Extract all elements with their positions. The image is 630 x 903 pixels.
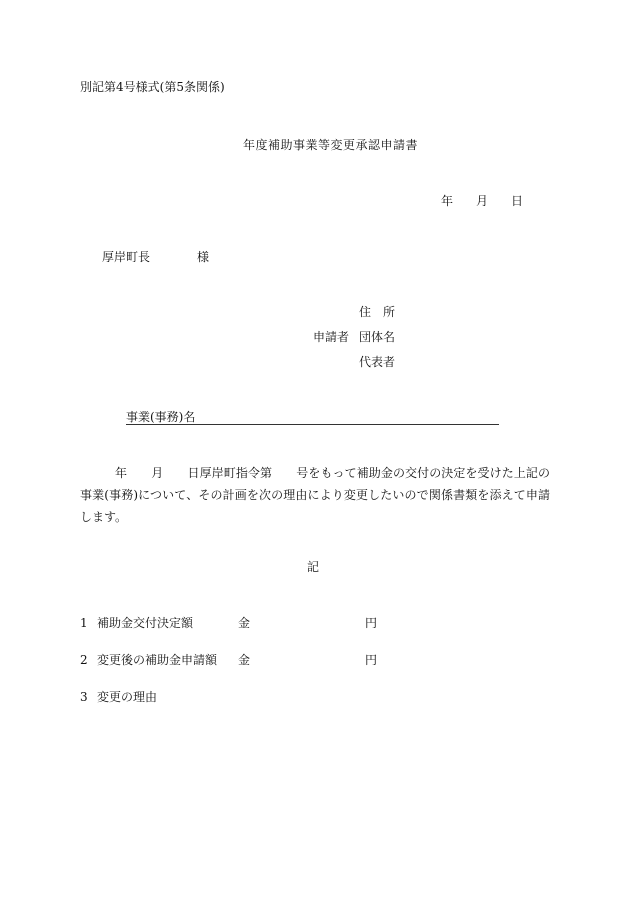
item-number: 2 <box>80 653 88 667</box>
item-currency-label: 金 <box>238 616 251 630</box>
item-label: 変更後の補助金申請額 <box>97 653 218 667</box>
item-unit: 円 <box>365 616 378 630</box>
address-label: 住 所 <box>359 305 396 319</box>
date-month: 月 <box>476 194 489 208</box>
project-name-label: 事業(事務)名 <box>126 410 196 424</box>
item-currency-label: 金 <box>238 653 251 667</box>
item-label: 補助金交付決定額 <box>97 616 194 630</box>
body-paragraph: 年 月 日厚岸町指令第 号をもって補助金の交付の決定を受けた上記の事業(事務)について、その計画を次の理由により変更したいので関係書類を添えて申請します。 <box>80 466 550 524</box>
addressee-name: 厚岸町長 <box>102 250 151 264</box>
item-unit: 円 <box>365 653 378 667</box>
item-number: 1 <box>80 616 88 630</box>
note-heading: 記 <box>307 560 320 574</box>
document-title: 年度補助事業等変更承認申請書 <box>243 138 419 152</box>
date-year: 年 <box>441 194 454 208</box>
form-number: 別記第4号様式(第5条関係) <box>80 80 225 94</box>
item-number: 3 <box>80 690 88 704</box>
representative-label: 代表者 <box>359 355 396 369</box>
project-name-underline <box>126 424 499 425</box>
applicant-role-label: 申請者 <box>313 330 350 344</box>
item-label: 変更の理由 <box>97 690 158 704</box>
organization-label: 団体名 <box>359 330 396 344</box>
date-day: 日 <box>511 194 524 208</box>
addressee-honorific: 様 <box>197 250 210 264</box>
